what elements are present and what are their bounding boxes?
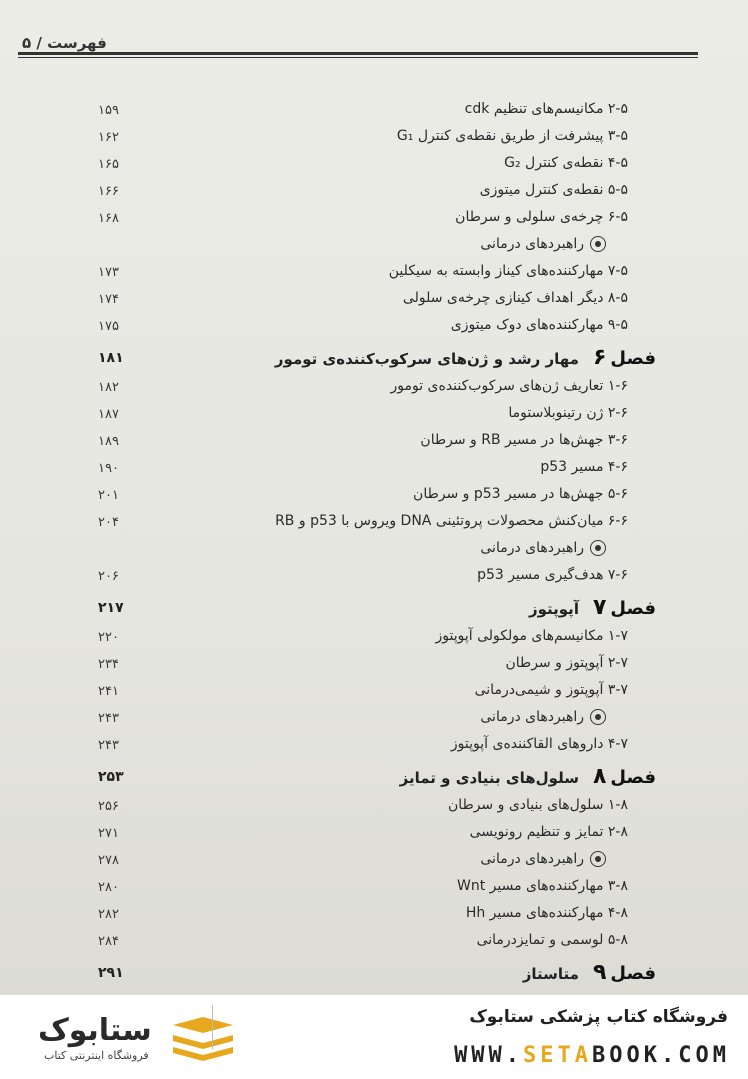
entry-title: راهبردهای درمانی bbox=[480, 851, 584, 867]
entry-title: داروهای القاکننده‌ی آپوپتوز bbox=[450, 736, 604, 752]
entry-number: ۷-۶ bbox=[607, 567, 628, 583]
chapter-number: ۹ bbox=[592, 960, 607, 985]
book-stack-icon bbox=[168, 1015, 238, 1063]
site-highlight: SETA bbox=[523, 1043, 593, 1068]
toc-row[interactable] bbox=[0, 821, 748, 848]
page-number: ۲۰۱ bbox=[98, 488, 119, 503]
toc-row[interactable] bbox=[0, 179, 748, 206]
entry-number: ۱-۶ bbox=[607, 378, 628, 394]
chapter-heading bbox=[529, 595, 656, 620]
toc-entry bbox=[480, 851, 606, 867]
entry-number: ۴-۶ bbox=[607, 459, 628, 475]
toc-row[interactable] bbox=[0, 733, 748, 760]
chapter-number: ۸ bbox=[592, 764, 607, 789]
entry-title: مکانیسم‌های تنظیم cdk bbox=[464, 101, 604, 117]
toc-entry bbox=[475, 682, 628, 698]
page-number: ۱۸۱ bbox=[98, 350, 124, 366]
toc-row[interactable] bbox=[0, 706, 748, 733]
toc-entry bbox=[480, 709, 606, 725]
toc-entry bbox=[480, 540, 606, 556]
page-number: ۲۱۷ bbox=[98, 600, 124, 616]
page-number: ۱۹۰ bbox=[98, 461, 119, 476]
footer-banner bbox=[0, 995, 748, 1079]
toc-entry bbox=[420, 432, 628, 448]
toc-entry bbox=[480, 236, 606, 252]
entry-title: راهبردهای درمانی bbox=[480, 236, 584, 252]
entry-title: جهش‌ها در مسیر p53 و سرطان bbox=[413, 486, 604, 502]
chapter-number: ۶ bbox=[592, 345, 607, 370]
entry-title: پیشرفت از طریق نقطه‌ی کنترل G₁ bbox=[396, 128, 604, 144]
toc-chapter-row[interactable] bbox=[0, 341, 748, 375]
running-head: فهرست / ۵ bbox=[22, 34, 107, 52]
toc-entry bbox=[275, 513, 628, 529]
toc-chapter-row[interactable] bbox=[0, 591, 748, 625]
entry-title: تعاریف ژن‌های سرکوب‌کننده‌ی تومور bbox=[390, 378, 604, 394]
entry-title: مسیر p53 bbox=[540, 459, 604, 475]
page-number: ۲۵۶ bbox=[98, 799, 119, 814]
chapter-heading bbox=[523, 960, 656, 985]
entry-title: مهارکننده‌های کیناز وابسته به سیکلین bbox=[388, 263, 604, 279]
toc-row[interactable] bbox=[0, 206, 748, 233]
website-link[interactable] bbox=[454, 1043, 730, 1068]
chapter-number: ۷ bbox=[592, 595, 607, 620]
toc-row[interactable] bbox=[0, 314, 748, 341]
entry-number: ۵-۶ bbox=[607, 486, 628, 502]
toc-entry bbox=[448, 797, 628, 813]
toc-row[interactable] bbox=[0, 429, 748, 456]
page-number: ۲۴۳ bbox=[98, 711, 119, 726]
page-number: ۱۶۲ bbox=[98, 130, 119, 145]
toc-entry bbox=[390, 378, 628, 394]
chapter-heading bbox=[275, 345, 656, 370]
entry-title: راهبردهای درمانی bbox=[480, 540, 584, 556]
page-number: ۱۸۲ bbox=[98, 380, 119, 395]
toc-row[interactable] bbox=[0, 125, 748, 152]
page-number: ۱۷۳ bbox=[98, 265, 119, 280]
entry-title: مهارکننده‌های مسیر Wnt bbox=[457, 878, 604, 894]
chapter-heading bbox=[400, 764, 656, 789]
entry-number: ۵-۵ bbox=[607, 182, 628, 198]
entry-number: ۳-۵ bbox=[607, 128, 628, 144]
page-number: ۱۷۴ bbox=[98, 292, 119, 307]
chapter-title: مهار رشد و ژن‌های سرکوب‌کننده‌ی تومور bbox=[274, 350, 579, 368]
header-rule bbox=[18, 52, 698, 55]
toc-entry bbox=[451, 736, 628, 752]
chapter-label: فصل bbox=[610, 348, 656, 369]
entry-number: ۶-۵ bbox=[607, 209, 628, 225]
page-number: ۲۸۴ bbox=[98, 934, 119, 949]
toc-row[interactable] bbox=[0, 625, 748, 652]
toc-row[interactable] bbox=[0, 287, 748, 314]
entry-title: آپوپتوز و شیمی‌درمانی bbox=[474, 682, 604, 698]
entry-number: ۳-۸ bbox=[607, 878, 628, 894]
header-rule-thin bbox=[18, 57, 698, 58]
toc-row[interactable] bbox=[0, 875, 748, 902]
toc-entry bbox=[413, 486, 628, 502]
page-number: ۲۷۱ bbox=[98, 826, 119, 841]
toc-row[interactable] bbox=[0, 152, 748, 179]
page-number: ۲۷۸ bbox=[98, 853, 119, 868]
entry-number: ۴-۷ bbox=[607, 736, 628, 752]
page-number: ۱۶۸ bbox=[98, 211, 119, 226]
toc-row[interactable] bbox=[0, 848, 748, 875]
logo-wordmark: ستابوک bbox=[38, 1013, 152, 1048]
target-icon bbox=[590, 236, 606, 252]
store-name: فروشگاه کتاب پزشکی ستابوک bbox=[469, 1007, 728, 1027]
logo-tagline: فروشگاه اینترنتی کتاب bbox=[44, 1049, 149, 1062]
toc-row[interactable] bbox=[0, 652, 748, 679]
toc-row[interactable] bbox=[0, 375, 748, 402]
page-number: ۱۶۵ bbox=[98, 157, 119, 172]
toc-row[interactable] bbox=[0, 260, 748, 287]
footer-divider bbox=[212, 1005, 213, 1049]
entry-title: لوسمی و تمایزدرمانی bbox=[476, 932, 604, 948]
page-number: ۲۵۳ bbox=[98, 769, 124, 785]
page-number: ۲۴۳ bbox=[98, 738, 119, 753]
entry-title: مکانیسم‌های مولکولی آپوپتوز bbox=[435, 628, 604, 644]
chapter-title: متاستاز bbox=[522, 965, 579, 983]
entry-number: ۲-۵ bbox=[607, 101, 628, 117]
entry-title: میان‌کنش محصولات پروتئینی DNA ویروس با p53 و RB bbox=[275, 513, 604, 529]
toc-row[interactable] bbox=[0, 510, 748, 537]
entry-title: چرخه‌ی سلولی و سرطان bbox=[455, 209, 604, 225]
entry-number: ۹-۵ bbox=[607, 317, 628, 333]
target-icon bbox=[590, 709, 606, 725]
toc-row[interactable] bbox=[0, 679, 748, 706]
toc-chapter-row[interactable] bbox=[0, 956, 748, 990]
toc-entry bbox=[540, 459, 628, 475]
toc-entry bbox=[506, 655, 629, 671]
target-icon bbox=[590, 540, 606, 556]
entry-number: ۲-۷ bbox=[607, 655, 628, 671]
toc-entry bbox=[403, 290, 628, 306]
page-number: ۲۳۴ bbox=[98, 657, 119, 672]
toc-entry bbox=[470, 824, 628, 840]
entry-number: ۵-۸ bbox=[607, 932, 628, 948]
entry-title: هدف‌گیری مسیر p53 bbox=[477, 567, 604, 583]
entry-number: ۴-۵ bbox=[607, 155, 628, 171]
target-icon bbox=[590, 851, 606, 867]
toc-row[interactable] bbox=[0, 564, 748, 591]
toc-entry bbox=[451, 317, 628, 333]
entry-title: ژن رتینوبلاستوما bbox=[508, 405, 604, 421]
toc-entry bbox=[508, 405, 628, 421]
entry-title: مهارکننده‌های دوک میتوزی bbox=[450, 317, 604, 333]
chapter-label: فصل bbox=[610, 963, 656, 984]
page-number: ۲۰۴ bbox=[98, 515, 119, 530]
toc-entry bbox=[397, 128, 628, 144]
toc-entry bbox=[477, 567, 628, 583]
entry-number: ۳-۶ bbox=[607, 432, 628, 448]
toc-row[interactable] bbox=[0, 483, 748, 510]
entry-number: ۸-۵ bbox=[607, 290, 628, 306]
toc-row[interactable] bbox=[0, 233, 748, 260]
entry-title: مهارکننده‌های مسیر Hh bbox=[465, 905, 604, 921]
toc-entry bbox=[480, 182, 628, 198]
toc-chapter-row[interactable] bbox=[0, 760, 748, 794]
page-number: ۲۹۱ bbox=[98, 965, 124, 981]
entry-number: ۶-۶ bbox=[607, 513, 628, 529]
site-prefix: WWW. bbox=[454, 1043, 524, 1068]
setabook-logo[interactable] bbox=[18, 1009, 288, 1069]
entry-number: ۷-۵ bbox=[607, 263, 628, 279]
page-number: ۱۵۹ bbox=[98, 103, 119, 118]
toc-entry bbox=[504, 155, 628, 171]
entry-title: راهبردهای درمانی bbox=[480, 709, 584, 725]
toc-entry bbox=[435, 628, 628, 644]
page-number: ۲۰۶ bbox=[98, 569, 119, 584]
entry-number: ۱-۸ bbox=[607, 797, 628, 813]
table-of-contents bbox=[0, 98, 748, 990]
chapter-label: فصل bbox=[610, 767, 656, 788]
toc-entry bbox=[455, 209, 628, 225]
entry-title: آپوپتوز و سرطان bbox=[505, 655, 604, 671]
entry-title: نقطه‌ی کنترل میتوزی bbox=[479, 182, 604, 198]
chapter-title: سلول‌های بنیادی و تمایز bbox=[399, 769, 579, 787]
entry-number: ۱-۷ bbox=[607, 628, 628, 644]
entry-title: سلول‌های بنیادی و سرطان bbox=[448, 797, 604, 813]
toc-entry bbox=[389, 263, 628, 279]
page-number: ۱۸۹ bbox=[98, 434, 119, 449]
entry-title: تمایز و تنظیم رونویسی bbox=[469, 824, 604, 840]
toc-entry bbox=[477, 932, 628, 948]
site-suffix: BOOK.COM bbox=[592, 1043, 730, 1068]
toc-row[interactable] bbox=[0, 98, 748, 125]
page-number: ۱۶۶ bbox=[98, 184, 119, 199]
toc-row[interactable] bbox=[0, 402, 748, 429]
page-number: ۲۸۰ bbox=[98, 880, 119, 895]
entry-number: ۳-۷ bbox=[607, 682, 628, 698]
page-number: ۲۲۰ bbox=[98, 630, 119, 645]
toc-row[interactable] bbox=[0, 537, 748, 564]
toc-entry bbox=[457, 878, 628, 894]
page-number: ۲۸۲ bbox=[98, 907, 119, 922]
entry-number: ۲-۸ bbox=[607, 824, 628, 840]
toc-row[interactable] bbox=[0, 929, 748, 956]
page-number: ۱۷۵ bbox=[98, 319, 119, 334]
toc-row[interactable] bbox=[0, 902, 748, 929]
toc-entry bbox=[466, 905, 628, 921]
entry-number: ۴-۸ bbox=[607, 905, 628, 921]
chapter-title: آپوپتوز bbox=[528, 600, 579, 618]
entry-title: دیگر اهداف کینازی چرخه‌ی سلولی bbox=[402, 290, 604, 306]
chapter-label: فصل bbox=[610, 598, 656, 619]
entry-title: جهش‌ها در مسیر RB و سرطان bbox=[420, 432, 604, 448]
page-number: ۲۴۱ bbox=[98, 684, 119, 699]
entry-title: نقطه‌ی کنترل G₂ bbox=[504, 155, 604, 171]
page-number: ۱۸۷ bbox=[98, 407, 119, 422]
entry-number: ۲-۶ bbox=[607, 405, 628, 421]
toc-row[interactable] bbox=[0, 794, 748, 821]
toc-row[interactable] bbox=[0, 456, 748, 483]
toc-entry bbox=[465, 101, 628, 117]
